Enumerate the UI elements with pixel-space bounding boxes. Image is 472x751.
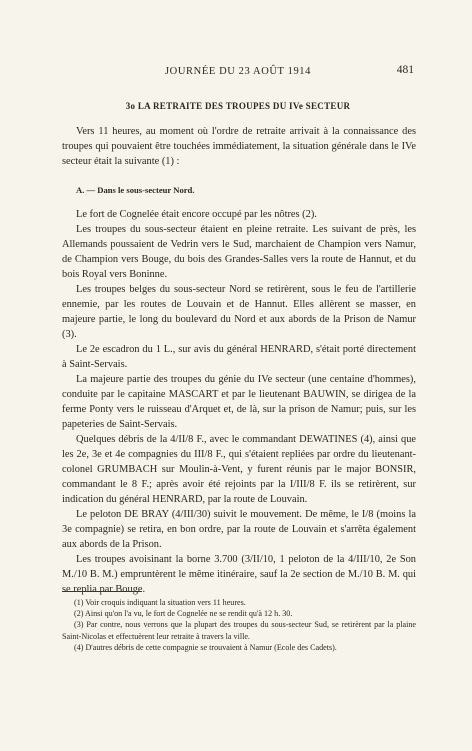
intro-paragraph: Vers 11 heures, au moment où l'ordre de retraite arrivait à la connaissance des troupes qui pouvaient être touchées immédiatement, la situation générale dans le IVe secteur était la suivante (1) : xyxy=(62,126,416,167)
footnotes xyxy=(62,597,416,653)
paragraph: Les troupes belges du sous-secteur Nord se retirèrent, sous le feu de l'artillerie ennemie, par les routes de Louvain et de Hannut. Elles allèrent se masser, en majeure partie, le long du boulevard du Nord et aux abords de la Prison de Namur (3). xyxy=(62,284,416,340)
paragraph: Les troupes avoisinant la borne 3.700 (3/II/10, 1 peloton de la 4/III/10, 2e Son M./10 B. M.) empruntèrent le même itinéraire, sauf la 2e section de M./10 B. M. qui se replia par Bouge. xyxy=(62,554,416,595)
running-title: JOURNÉE DU 23 AOÛT 1914 xyxy=(164,66,312,77)
section-title: 3o LA RETRAITE DES TROUPES DU IVe SECTEUR xyxy=(125,101,351,111)
footnote: (4) D'autres débris de cette compagnie se trouvaient à Namur (Ecole des Cadets). xyxy=(74,642,337,652)
paragraph: Les troupes du sous-secteur étaient en pleine retraite. Les suivant de près, les Allemands poussaient de Vedrin vers le Sud, marchaient de Champion vers Namur, de Champion vers Bouge, du bois des Grandes-Salles vers la route de Hannut, et du bois Royal vers Boninne. xyxy=(62,224,416,280)
paragraph: Le peloton DE BRAY (4/III/30) suivit le mouvement. De même, le I/8 (moins la 3e compagnie) se retira, en bon ordre, par la route de Louvain et s'arrêta également aux abords de la Prison. xyxy=(62,509,416,550)
footnote: (3) Par contre, nous verrons que la plupart des troupes du sous-secteur Sud, se retirèrent par la plaine Saint-Nicolas et effectuèrent leur retraite à travers la ville. xyxy=(62,620,416,641)
paragraph: Quelques débris de la 4/II/8 F., avec le commandant DEWATINES (4), ainsi que les 2e, 3e et 4e compagnies du III/8 F., qui s'étaient repliées par ordre du lieutenant-colonel GRUMBACH sur Moulin-à-Vent, y furent réunis par le major BONSIR, commandant le 8 F.; après avoir été rejoints par la I/III/8 F. ils se retirèrent, sur indication du général HENRARD, par la route de Louvain. xyxy=(62,434,416,505)
footnote-rule xyxy=(62,591,142,592)
paragraph: Le 2e escadron du 1 L., sur avis du général HENRARD, s'était porté directement à Saint-Servais. xyxy=(62,344,416,370)
subheading: A. — Dans le sous-secteur Nord. xyxy=(76,185,195,195)
paragraph: La majeure partie des troupes du génie du IVe secteur (une centaine d'hommes), conduite par le capitaine MASCART et par le lieutenant BAUWIN, se dirigea de la ferme Ponty vers le ruisseau d'Arquet et, de là, sur la prison de Namur; puis, sur les papeteries de Saint-Servais. xyxy=(62,374,416,430)
page-number: 481 xyxy=(396,64,414,76)
paragraph: Le fort de Cognelée était encore occupé par les nôtres (2). xyxy=(76,209,317,220)
body-text xyxy=(62,124,416,597)
footnote: (1) Voir croquis indiquant la situation vers 11 heures. xyxy=(74,598,246,607)
footnote: (2) Ainsi qu'on l'a vu, le fort de Cognelée ne se rendit qu'à 12 h. 30. xyxy=(74,609,293,619)
